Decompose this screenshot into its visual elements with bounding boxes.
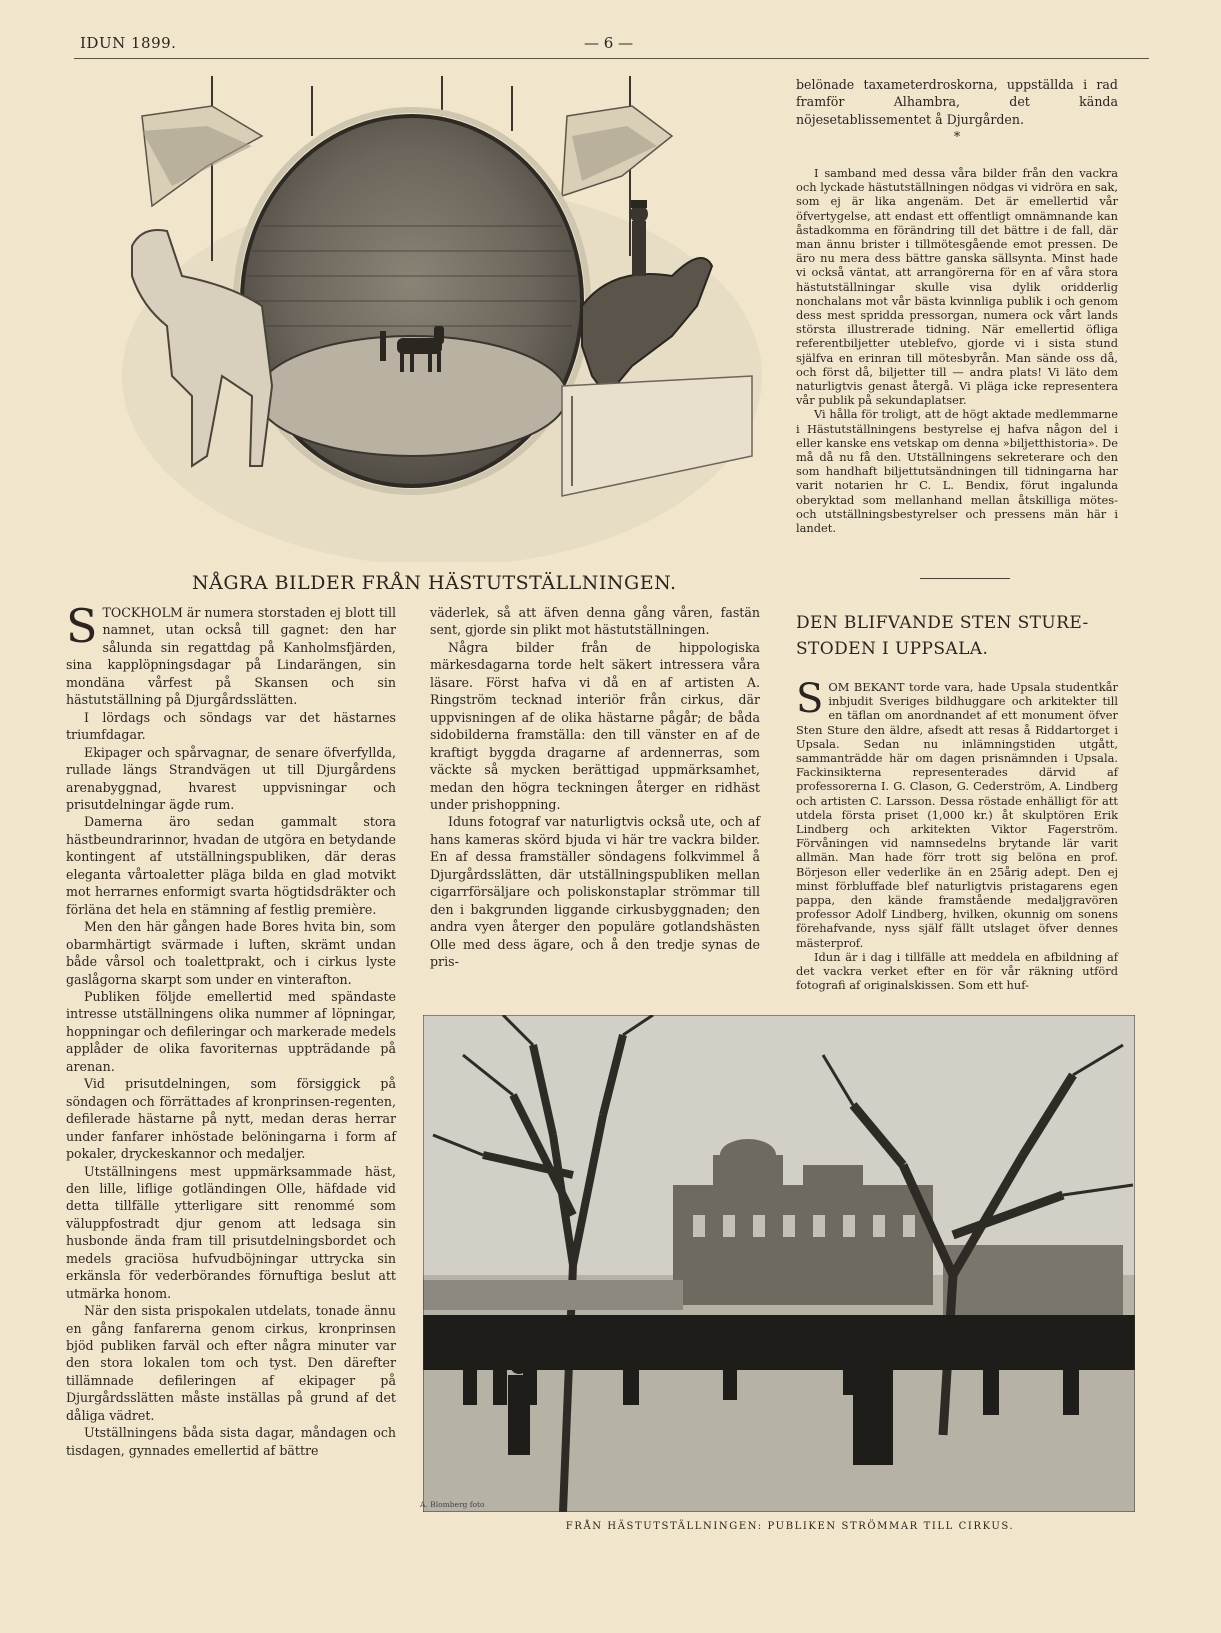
col3-intro: belönade taxameterdroskorna, uppställda i rad framför Alhambra, det kända nöjesetablissementet å Djurgården.: [796, 77, 1118, 127]
col3-article-1: SOM BEKANT torde vara, hade Upsala studentkår inbjudit Sveriges bildhuggare och arkitekter till en täflan om anordnandet af ett monument öfver Sten Sture den äldre, afsedt att resas å Riddartorget i Upsala. Sedan nu inlämningstiden utgått, sammanträdde här om dagen prisnämnden i Upsala. Fackinsikterna representerades därvid af professorerna I. G. Clason, G. Cederström, A. Lindberg och artisten C. Larsson. Dessa röstade enhälligt för att utdela första priset (1,000 kr.) åt skulptören Erik Lindberg och arkitekten Viktor Fagerström. Förvåningen vid namnsedelns brytande lär varit allmän. Man hade förr trott sig belöna en prof. Börjeson eller vederlike än en 25årig adept. Den ej minst förbluffade blef naturligtvis pristagarens egen pappa, den kände framstående medaljgravören professor Adolf Lindberg, hvilken, okunnig om sonens förehafvande, nyss själf fällt utslaget öfver dennes mästerprof.: [796, 676, 1118, 950]
photo-caption: FRÅN HÄSTUTSTÄLLNINGEN: PUBLIKEN STRÖMMAR TILL CIRKUS.: [565, 1521, 1015, 1532]
col3-notice-2: Vi hålla för troligt, att de högt aktade medlemmarne i Hästutställningens bestyrelse ej hafva någon del i eller kanske ens vetskap om denna »biljetthistoria». De må då nu få den. Utställningens sekreterare och den som handhaft biljettutsändningen till tidningarna har varit notarien hr C. L. Bendix, förut ingalunda oberyktad som mellanhand mellan åtskilliga mötes- och utställningsbestyrelser och pressens män här i landet.: [796, 407, 1118, 536]
col3-article-2: Idun är i dag i tillfälle att meddela en afbildning af det vackra verket efter en för vår räkning utförd fotografi af originalskissen. Som ett huf-: [796, 949, 1118, 993]
col1-para-5: Men den här gången hade Bores hvita bin, som obarmhärtigt svärmade i luften, skrämt undan både vårsol och toalettprakt, och i cirkus lyste gaslågorna skarpt som under en vinterafton.: [66, 919, 396, 987]
column-3-top: [796, 76, 1118, 146]
page-number: — 6 —: [584, 34, 634, 52]
section-asterisk: *: [953, 129, 961, 145]
col1-para-9: När den sista prispokalen utdelats, tonade ännu en gång fanfarerna genom cirkus, kronprinsen bjöd publiken farväl och efter några minuter var den stora lokalen tom och tyst. Den därefter tillämnade defileringen af ekipager på Djurgårdsslätten måste inställas på grund af det dåliga vädret.: [66, 1303, 396, 1423]
col1-para-3: Ekipager och spårvagnar, de senare öfverfyllda, rullade längs Strandvägen ut till Djurgårdens arenabyggnad, hvarest uppvisningar och prisutdelningar ägde rum.: [66, 744, 396, 812]
dropcap: S: [66, 599, 98, 653]
circus-illustration: [112, 76, 772, 562]
col2-para-1: väderlek, så att äfven denna gång våren, fastän sent, gjorde sin plikt mot hästutställningen.: [430, 605, 760, 638]
divider: [920, 578, 1010, 579]
dropcap-2: S: [796, 676, 824, 722]
col1-para-7: Vid prisutdelningen, som försiggick på söndagen och förrättades af kronprinsen-regenten, defilerade hästarne på nytt, medan deras herrar under fanfarer inhöstade belöningarna i form af pokaler, dryckeskannor och medaljer.: [66, 1076, 396, 1162]
sture-article-title: DEN BLIFVANDE STEN STURE-STODEN I UPPSALA.: [796, 613, 1089, 659]
col1-para-1: STOCKHOLM är numera storstaden ej blott till namnet, utan också till gagnet: den har sålunda sin regattdag på Kanholmsfjärden, sina kapplöpningsdagar på Lindarängen, sin mondäna vårfest på Skansen och sin hästutställning på Djurgårdsslätten.: [66, 599, 396, 708]
col3-notice-1: I samband med dessa våra bilder från den vackra och lyckade hästutställningen nödgas vi vidröra en sak, som ej är lika angenäm. Det är emellertid vår öfvertygelse, att endast ett offentligt omnämnande kan åstadkomma en förändring till det bättre i de fall, där man ännu brister i tillmötesgående emot pressen. De äro nu mera dess bättre ganska sällsynta. Minst hade vi också väntat, att arrangörerna för en af våra stora hästutställningar skulle visa dylik oridderlig nonchalans mot vår bästa kvinnliga publik i och genom dess mest spridda pressorgan, numera ock vårt lands största illustrerade tidning. När emellertid öfliga referentbiljetter uteblefvo, gjorde vi i sista stund själfva en erinran till mötesbyrån. Man sände oss då, och först då, biljetter till — andra plats! Vi läto dem naturligtvis genast återgå. Vi pläga icke representera vår publik på sekundaplatser.: [796, 166, 1118, 408]
col2-para-2: Några bilder från de hippologiska märkesdagarna torde helt säkert intressera våra läsare. Först hafva vi då en af artisten A. Ringström tecknad interiör från cirkus, där uppvisningen af de olika hästarne pågår; de båda sidobilderna framställa: den till vänster en af de kraftigt byggda dragarne af ardennerras, som väckte så mycken berättigad uppmärksamhet, medan den högra teckningen återger en ridhäst under prishoppning.: [430, 639, 760, 812]
column-3-article: [796, 676, 1118, 993]
col1-para-6: Publiken följde emellertid med spändaste intresse utställningens olika nummer af löpningar, hoppningar och defileringar och markerade medels applåder de olika favoriternas uppträdande på arenan.: [66, 988, 396, 1074]
col1-para-10: Utställningens båda sista dagar, måndagen och tisdagen, gynnades emellertid af bättre: [66, 1425, 396, 1458]
publication-date: IDUN 1899.: [80, 34, 177, 52]
col1-para-2: I lördags och söndags var det hästarnes triumfdagar.: [66, 709, 396, 743]
main-article-title: NÅGRA BILDER FRÅN HÄSTUTSTÄLLNINGEN.: [192, 572, 677, 594]
column-3-notice: [796, 166, 1118, 535]
page-header: [74, 28, 1149, 59]
crowd-photo: [423, 1015, 1135, 1512]
column-2: [430, 604, 760, 971]
col1-para-8: Utställningens mest uppmärksammade häst, den lille, liflige gotländingen Olle, häfdade vid detta tillfälle ytterligare sitt renommé som väluppfostradt djur genom att ledsaga sin husbonde ända fram till prisutdelningsbordet och medels graciösa hufvudböjningar uttrycka sin erkänsla för vederbörandes förnuftiga beslut att utmärka honom.: [66, 1163, 396, 1301]
column-1: [66, 599, 396, 1459]
col2-para-3: Iduns fotograf var naturligtvis också ute, och af hans kameras skörd bjuda vi här tre vackra bilder. En af dessa framställer söndagens folkvimmel å Djurgårdsslätten, där utställningspubliken mellan cigarrförsäljare och poliskonstaplar strömmar till den i bakgrunden liggande cirkusbyggnaden; den andra vyen återger den populäre gotlandshästen Olle med dess ägare, och å den tredje synas de pris-: [430, 814, 760, 970]
col1-para-4: Damerna äro sedan gammalt stora hästbeundrarinnor, hvadan de utgöra en betydande kontingent af utställningspubliken, där deras eleganta vårtoaletter pläga bilda en glad motvikt mot herrarnes enformigt svarta högtidsdräkter och förläna det hela en stämning af festlig première.: [66, 814, 396, 917]
photo-credit: A. Blomberg foto: [420, 1500, 485, 1509]
